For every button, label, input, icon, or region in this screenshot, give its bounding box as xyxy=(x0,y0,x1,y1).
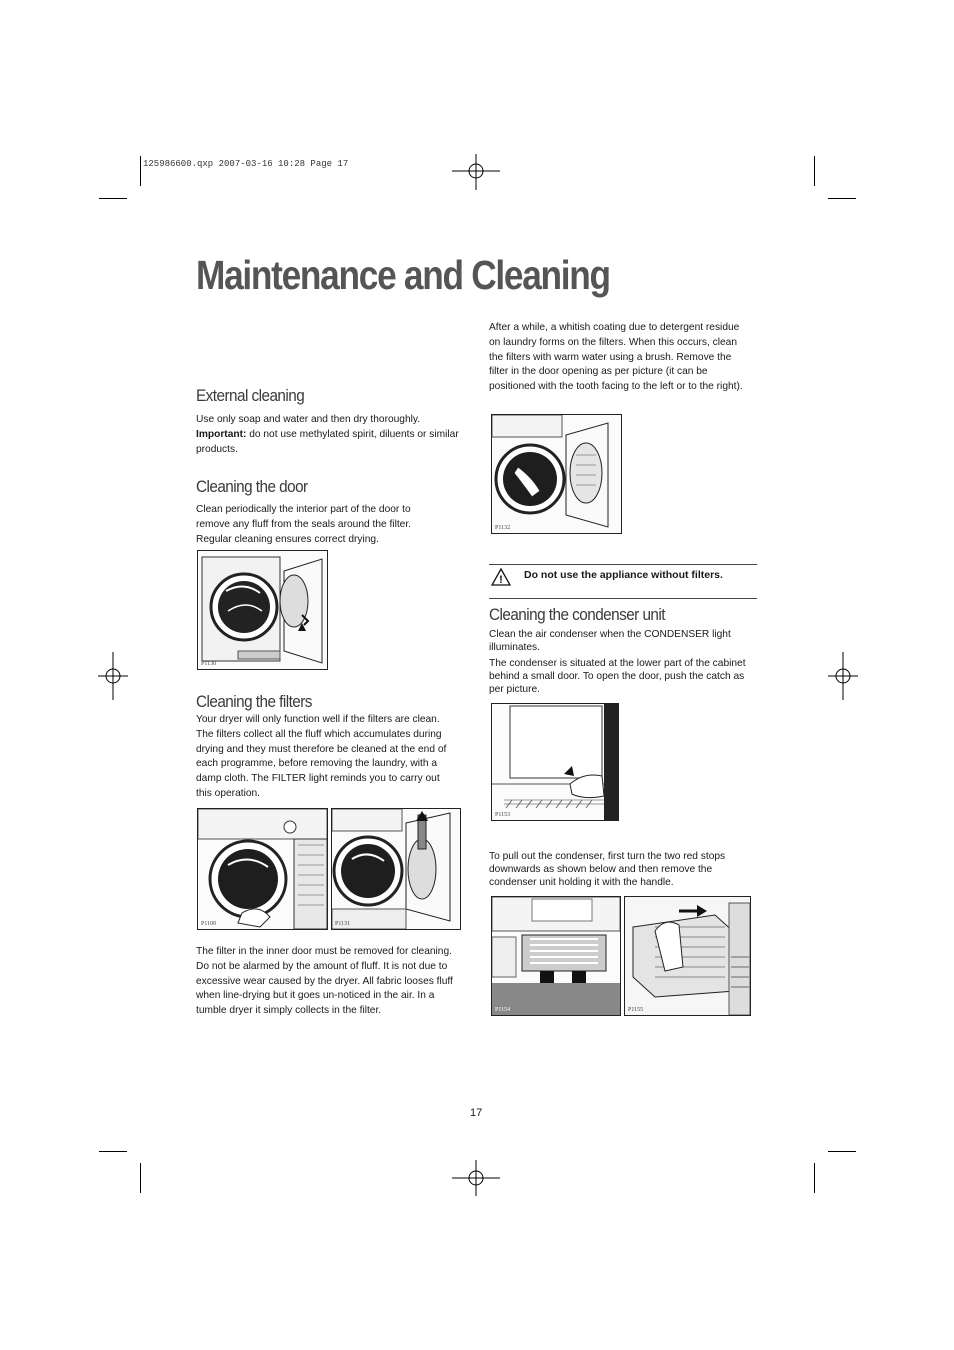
condenser-removal-figure-label: P1155 xyxy=(628,1007,644,1013)
condenser-text-2: The condenser is situated at the lower part of the cabinet behind a small door. To open the door, push the catch as per picture. xyxy=(489,658,746,695)
cleaning-door-heading: Cleaning the door xyxy=(196,477,308,496)
filter-figure-2 xyxy=(331,808,461,930)
warning-bottom-rule xyxy=(489,598,757,599)
filter-figure-1-label: P1100 xyxy=(201,921,217,927)
important-label: Important: xyxy=(196,428,247,440)
condenser-stops-figure-label: P1154 xyxy=(495,1007,511,1013)
filter-remove-illustration xyxy=(332,809,460,929)
condenser-heading: Cleaning the condenser unit xyxy=(489,605,665,624)
coating-text: After a while, a whitish coating due to detergent residue on laundry forms on the filters. When this occurs, clean the filters with warm water using a brush. Remove the filter in the door opening as per picture (it can be positioned with the tooth facing to the left or to the right). xyxy=(489,322,743,393)
external-cleaning-heading: External cleaning xyxy=(196,386,305,405)
registration-mark-bottom xyxy=(452,1160,500,1196)
door-figure-label: P1130 xyxy=(201,661,217,667)
filter-door-opening-illustration xyxy=(492,415,621,533)
svg-text:!: ! xyxy=(499,574,503,586)
warning-triangle-icon xyxy=(491,568,511,586)
registration-mark-top xyxy=(452,154,500,190)
filter-brush-figure xyxy=(491,414,622,534)
filter-figure-2-label: P1131 xyxy=(335,921,351,927)
condenser-removal-figure xyxy=(624,896,751,1016)
filter-brush-figure-label: P1132 xyxy=(495,525,511,531)
cleaning-filters-heading: Cleaning the filters xyxy=(196,692,312,711)
condenser-door-illustration xyxy=(492,704,618,820)
page-number: 17 xyxy=(470,1107,483,1119)
page-title: Maintenance and Cleaning xyxy=(196,252,610,298)
warning-text: Do not use the appliance without filters. xyxy=(524,569,723,581)
condenser-stops-figure xyxy=(491,896,621,1016)
condenser-text-1: Clean the air condenser when the CONDENSER light illuminates. xyxy=(489,629,731,653)
condenser-removal-illustration xyxy=(625,897,750,1015)
condenser-stops-illustration xyxy=(492,897,620,1015)
external-text-1: Use only soap and water and then dry thoroughly. xyxy=(196,414,421,425)
filter-wipe-illustration xyxy=(198,809,327,929)
filter-inner-door-text: The filter in the inner door must be removed for cleaning. Do not be alarmed by the amount of fluff. It is not due to excessive wear caused by the dryer. All fabric looses fluff when line-drying but it goes un-noticed in the air. In a tumble dryer it simply collects in the filter. xyxy=(196,946,453,1017)
filter-figure-1 xyxy=(197,808,328,930)
cleaning-door-text: Clean periodically the interior part of the door to remove any fluff from the seals around the filter. Regular cleaning ensures correct drying. xyxy=(196,504,411,545)
condenser-text-3: To pull out the condenser, first turn the two red stops downwards as shown below and then remove the condenser unit holding it with the handle. xyxy=(489,851,726,888)
external-cleaning-text xyxy=(196,413,461,457)
warning-top-rule xyxy=(489,564,757,565)
condenser-door-figure-label: P1153 xyxy=(495,812,511,818)
dryer-door-illustration xyxy=(198,551,327,669)
condenser-door-figure xyxy=(491,703,619,821)
registration-mark-left xyxy=(98,652,128,700)
door-figure xyxy=(197,550,328,670)
cleaning-filters-text: Your dryer will only function well if the filters are clean. The filters collect all the fluff which accumulates during drying and they must therefore be cleaned at the end of each programme, before removing the laundry, with a damp cloth. The FILTER light reminds you to carry out this operation. xyxy=(196,714,447,799)
registration-mark-right xyxy=(828,652,858,700)
print-slug: 125986600.qxp 2007-03-16 10:28 Page 17 xyxy=(143,159,349,169)
external-text-2: do not use methylated spirit, diluents or similar products. xyxy=(196,428,459,455)
